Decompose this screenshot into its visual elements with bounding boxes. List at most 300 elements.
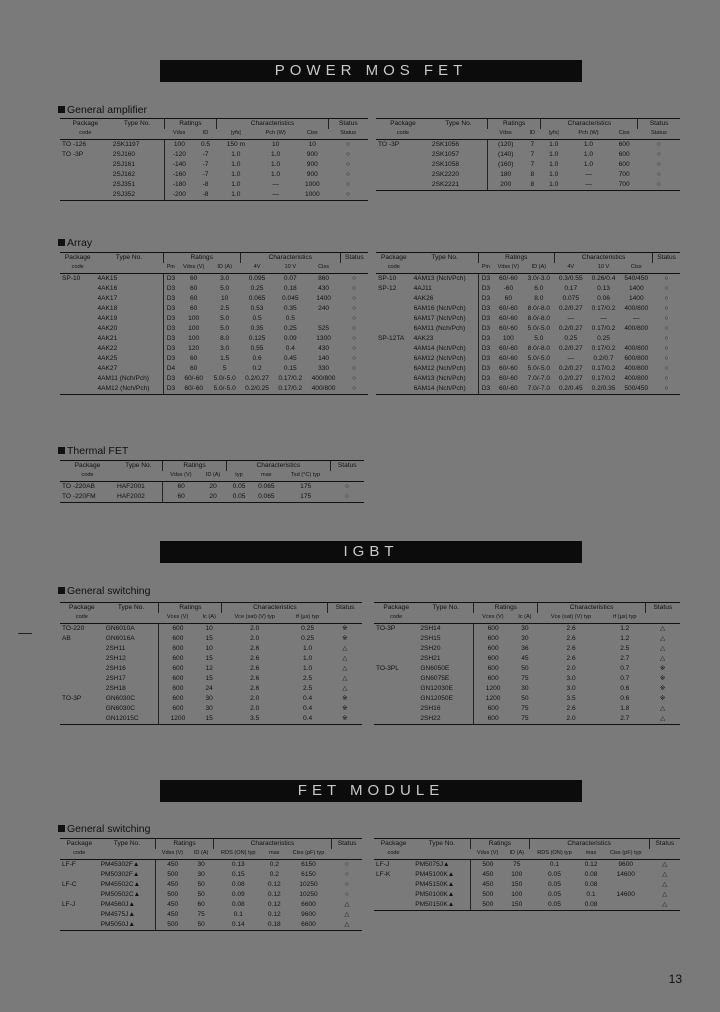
table-row	[60, 334, 368, 344]
cell-v: 500	[471, 890, 505, 900]
cell-pkg	[60, 374, 95, 384]
cell-c: 860	[307, 274, 340, 285]
table-row	[374, 880, 680, 890]
cell-v: 600	[474, 654, 512, 664]
cell-type: GN6050E	[420, 664, 450, 672]
cell-v: 60/-60	[499, 324, 518, 332]
column-header: Type No.	[413, 839, 471, 850]
table-row	[374, 870, 680, 880]
cell-max: 0.12	[580, 860, 602, 871]
table-row	[374, 860, 680, 871]
cell-r4: 0.065	[248, 294, 266, 302]
cell-c: 540/450	[620, 274, 653, 285]
cell-vs: 2.6	[566, 644, 576, 652]
column-subheader: Ciss (pF) typ	[292, 850, 325, 857]
cell-v: 180	[487, 170, 523, 180]
table-row	[60, 304, 368, 314]
cell-v: 1200	[159, 714, 196, 725]
cell-r10: 0.2/0.35	[587, 384, 620, 395]
column-subheader	[413, 849, 471, 860]
cell-pkg: AB	[62, 634, 71, 642]
column-subheader: 10 V	[284, 264, 297, 271]
cell-p: —	[585, 170, 592, 178]
column-subheader	[645, 613, 680, 624]
column-subheader: Pin	[481, 264, 490, 271]
cell-r10: 0.18	[283, 284, 297, 292]
table-row	[60, 170, 368, 180]
cell-i: 75	[197, 910, 205, 918]
cell-type: PM45100K▲	[415, 870, 455, 878]
cell-v: 60/-60	[499, 304, 518, 312]
cell-i: 5.0/-5.0	[527, 324, 551, 332]
column-header: Type No.	[412, 253, 479, 264]
cell-v: 100	[188, 324, 200, 332]
cell-c: 9600	[602, 860, 649, 871]
cell-s: △	[660, 654, 666, 662]
cell-vs: 2.6	[566, 654, 576, 662]
cell-s: ※	[328, 624, 362, 635]
cell-c: 14600	[616, 890, 635, 898]
cell-i: 12	[205, 664, 213, 672]
cell-y: 1.0	[231, 160, 241, 168]
margin-mark	[18, 633, 32, 634]
cell-type: 2SH11	[105, 644, 126, 652]
cell-tf: 0.25	[301, 634, 314, 642]
cell-pkg	[376, 384, 412, 395]
cell-i: 1.5	[220, 354, 230, 362]
cell-p: 1.0	[271, 160, 281, 168]
banner-power-mos-fet: POWER MOS FET	[160, 60, 582, 82]
cell-r10: 0.07	[274, 274, 307, 285]
cell-r4: 0.2/0.27	[558, 324, 583, 332]
cell-c: 700	[611, 180, 638, 191]
cell-typ: 0.08	[231, 880, 245, 888]
cell-tf: 1.2	[604, 624, 645, 635]
cell-s: ○	[328, 140, 368, 151]
cell-i: 30	[521, 684, 529, 692]
cell-i: 24	[205, 684, 213, 692]
cell-v: 450	[156, 910, 189, 920]
column-subheader: Ciss (pF) typ	[609, 850, 642, 857]
cell-c: 10	[296, 140, 328, 151]
cell-r10: —	[600, 314, 607, 322]
table-row	[376, 384, 680, 395]
table-row	[60, 160, 368, 170]
cell-vs: 2.0	[250, 704, 260, 712]
cell-r4: 0.53	[250, 304, 264, 312]
section-array: Array	[58, 237, 92, 249]
column-header: Ratings	[478, 253, 554, 264]
table-row	[376, 314, 680, 324]
column-subheader: max	[261, 472, 272, 479]
cell-r4: 0.3/0.55	[554, 274, 587, 285]
table-row	[374, 694, 680, 704]
cell-r10: 0.25	[283, 324, 297, 332]
cell-p: 1.0	[567, 140, 611, 151]
cell-pkg	[376, 314, 412, 324]
table-row	[60, 654, 362, 664]
cell-i: 8	[530, 170, 535, 178]
table-row	[60, 910, 362, 920]
table-row	[60, 324, 368, 334]
column-header: Package	[376, 119, 430, 130]
column-subheader	[330, 471, 364, 482]
cell-c: 525	[318, 324, 330, 332]
table-amp-right	[376, 118, 680, 191]
cell-s: ○	[328, 190, 368, 201]
cell-s: ○	[344, 880, 349, 888]
cell-s: ○	[638, 140, 680, 151]
cell-tf: 0.4	[302, 694, 313, 702]
cell-vs: 2.6	[250, 664, 260, 672]
cell-pkg: TO-3P	[62, 694, 82, 702]
cell-s: ○	[340, 384, 368, 395]
cell-c: 400/800	[624, 374, 649, 382]
cell-v: 450	[471, 880, 505, 890]
cell-v: -160	[164, 170, 194, 180]
table-row	[60, 920, 362, 931]
cell-max: 0.08	[584, 870, 598, 878]
cell-vs: 2.6	[250, 674, 260, 682]
cell-type: PM45502C▲	[100, 880, 141, 888]
cell-i: -7	[202, 160, 209, 168]
cell-type: 4AM13 (Nch/Pch)	[412, 274, 479, 285]
cell-type: 4AK25	[97, 354, 118, 362]
cell-pkg	[60, 170, 111, 180]
cell-i: 8.0/-8.0	[527, 344, 551, 352]
cell-i: 5.0/-5.0	[213, 374, 236, 382]
cell-type: 4AK20	[97, 324, 118, 332]
cell-type: PM50100K▲	[415, 890, 455, 898]
cell-v: 500	[156, 920, 189, 931]
cell-v: 60	[178, 274, 208, 285]
cell-pkg: SP-10	[376, 274, 412, 285]
column-subheader: typ	[235, 472, 243, 479]
cell-pkg	[60, 344, 95, 354]
column-subheader: Vdss (V)	[476, 850, 499, 857]
cell-s: ○	[352, 304, 357, 312]
cell-type: 2SJ351	[112, 180, 136, 188]
cell-s: ○	[332, 860, 362, 871]
cell-i: 6.0	[534, 284, 544, 292]
table-row	[374, 664, 680, 674]
table-row	[376, 150, 680, 160]
cell-r4: 0.075	[562, 294, 579, 302]
cell-type: 4AM14 (Nch/Pch)	[413, 344, 466, 352]
table-row	[60, 644, 362, 654]
cell-v: 60/-60	[499, 354, 518, 362]
cell-s: ○	[664, 344, 669, 352]
cell-s: ○	[352, 334, 357, 342]
cell-pkg	[60, 190, 111, 201]
column-subheader: Pin	[166, 264, 175, 271]
cell-r10: 0.045	[282, 294, 299, 302]
cell-r4: 0.2/0.27	[558, 364, 583, 372]
cell-v: 60/-60	[499, 344, 518, 352]
cell-max: 0.18	[263, 920, 285, 931]
cell-s: ○	[344, 870, 349, 878]
column-subheader: RDS (ON) typ	[537, 850, 572, 857]
cell-c: 400/800	[311, 374, 336, 382]
table-row	[376, 170, 680, 180]
cell-y: 1.0	[549, 170, 559, 178]
column-subheader: code	[390, 614, 403, 621]
page-number: 13	[668, 972, 682, 986]
cell-c: 400/800	[624, 304, 649, 312]
cell-type: 2SH16	[105, 664, 126, 672]
cell-type: PM5050J▲	[99, 920, 156, 931]
cell-v: 60/-60	[493, 274, 523, 285]
cell-r10: 0.09	[283, 334, 297, 342]
column-subheader: ID (A)	[217, 264, 232, 271]
cell-typ: 0.05	[548, 870, 561, 878]
cell-c: 6150	[301, 870, 316, 878]
cell-s: △	[344, 900, 350, 908]
cell-type: 2SK1056	[430, 140, 487, 151]
cell-s: ○	[352, 284, 357, 292]
cell-v: -180	[164, 180, 194, 190]
cell-s: ○	[330, 482, 364, 493]
cell-pkg	[60, 384, 95, 395]
cell-s: △	[342, 664, 348, 672]
table-row	[60, 140, 368, 151]
cell-pin: D3	[478, 334, 493, 344]
cell-i: 50	[189, 920, 213, 931]
cell-y: 1.0	[541, 180, 567, 191]
cell-pkg: TO -220FM	[60, 492, 115, 503]
column-subheader: code	[396, 130, 410, 137]
table-module-right	[374, 838, 680, 911]
column-header: Type No.	[104, 603, 159, 614]
cell-pkg	[376, 364, 412, 374]
cell-i: 36	[521, 644, 529, 652]
cell-type: 4AK18	[97, 304, 118, 312]
column-subheader	[95, 263, 163, 274]
cell-c: 6600	[301, 900, 316, 908]
cell-i: 5.0/-5.0	[527, 354, 551, 362]
cell-type: 2SJ162	[112, 170, 136, 178]
cell-c: 900	[306, 150, 318, 158]
column-subheader: Vdss (V)	[161, 850, 184, 857]
column-header: Status	[653, 253, 680, 264]
column-subheader: code	[387, 850, 400, 857]
cell-type: 6AM11 (Nch/Pch)	[413, 324, 466, 332]
cell-v: 100	[188, 314, 200, 322]
cell-pin: D3	[163, 384, 178, 395]
cell-s: ○	[664, 324, 669, 332]
cell-y: 1.0	[231, 180, 241, 188]
cell-tf: 0.4	[302, 704, 313, 712]
column-header: Status	[340, 253, 368, 264]
cell-pkg	[60, 334, 95, 344]
column-header: Type No.	[95, 253, 163, 264]
cell-i: 30	[189, 860, 213, 871]
cell-r10: 0.17/0.2	[591, 374, 616, 382]
cell-type: 2SH12	[105, 654, 126, 662]
cell-c: 6150	[285, 860, 331, 871]
cell-typ: 0.05	[548, 890, 561, 898]
cell-max: 0.065	[251, 482, 281, 493]
cell-r10: 0.13	[597, 284, 610, 292]
cell-s: ○	[344, 890, 349, 898]
column-header: Ratings	[487, 119, 541, 130]
cell-c: 700	[618, 170, 630, 178]
cell-type: PM50302F▲	[100, 870, 140, 878]
column-subheader	[412, 263, 479, 274]
cell-typ: 0.05	[227, 492, 252, 503]
cell-v: 600	[474, 704, 512, 714]
table-module-left	[60, 838, 362, 931]
cell-type: PM50150K▲	[413, 900, 471, 911]
banner-fet-module: FET MODULE	[160, 780, 582, 802]
cell-type: 6AM14 (Nch/Pch)	[412, 384, 479, 395]
cell-vs: 2.6	[566, 704, 576, 712]
cell-vs: 2.6	[566, 634, 576, 642]
table-row	[374, 674, 680, 684]
cell-r4: 0.2/0.27	[558, 374, 583, 382]
cell-pkg	[376, 344, 412, 354]
cell-i: 7	[524, 140, 541, 151]
cell-max: 0.2	[269, 870, 279, 878]
column-subheader	[99, 849, 156, 860]
cell-i: 30	[197, 870, 205, 878]
cell-c: 600	[618, 150, 630, 158]
section-general-amplifier: General amplifier	[58, 104, 147, 116]
cell-pkg: TO-3PL	[376, 664, 399, 672]
cell-vs: 2.6	[250, 644, 260, 652]
cell-p: —	[567, 180, 611, 191]
column-subheader: code	[75, 614, 88, 621]
table-amp-left	[60, 118, 368, 201]
column-header: Package	[60, 253, 95, 264]
column-subheader: Vce (sat) (V) typ	[550, 614, 592, 621]
column-subheader	[332, 849, 362, 860]
cell-c: 1000	[304, 180, 320, 188]
cell-i: 5.0	[220, 284, 230, 292]
cell-type: HAF2001	[115, 482, 162, 493]
cell-t: 175	[281, 482, 330, 493]
cell-i: 75	[504, 860, 529, 871]
cell-pkg	[376, 324, 412, 334]
cell-c: 10250	[299, 890, 318, 898]
cell-r4: 0.55	[250, 344, 264, 352]
cell-i: 30	[512, 624, 538, 635]
cell-i: 50	[521, 664, 529, 672]
cell-i: 50	[197, 880, 205, 888]
cell-v: 500	[156, 890, 189, 900]
cell-p: —	[255, 190, 296, 201]
cell-tf: 1.0	[302, 664, 313, 672]
cell-s: ○	[664, 314, 669, 322]
cell-pkg: LF-J	[62, 900, 76, 908]
table-row	[60, 880, 362, 890]
cell-i: 10	[205, 644, 213, 652]
cell-i: 150	[511, 880, 523, 888]
cell-r10: 0.25	[597, 334, 610, 342]
cell-r4: 0.25	[250, 284, 264, 292]
cell-r10: 0.17/0.2	[591, 344, 616, 352]
column-subheader: max	[585, 850, 597, 857]
column-subheader: Vdss	[172, 130, 186, 137]
cell-pkg: TO -126	[60, 140, 111, 151]
cell-v: 1200	[474, 694, 512, 704]
cell-type: 2SJ161	[112, 160, 136, 168]
cell-type: 4AM12 (Nch/Pch)	[95, 384, 163, 395]
cell-pkg: SP-12TA	[378, 334, 405, 342]
cell-y: 150 m	[217, 140, 255, 151]
cell-type: 6AM16 (Nch/Pch)	[413, 304, 466, 312]
cell-r4: —	[567, 314, 575, 322]
column-subheader: Vdss (V)	[182, 264, 205, 271]
table-row	[60, 384, 368, 395]
cell-type: 2SH18	[105, 684, 126, 692]
cell-pkg	[60, 284, 95, 294]
cell-pkg	[374, 694, 418, 704]
cell-c: 400/800	[624, 344, 649, 352]
cell-v: 100	[164, 140, 194, 151]
column-header: Ratings	[156, 839, 213, 850]
cell-c: 600/800	[624, 354, 649, 362]
cell-s: ※	[659, 674, 666, 682]
cell-v: 60	[190, 284, 198, 292]
table-row	[376, 354, 680, 364]
cell-r4: 0.2/0.27	[245, 374, 269, 382]
cell-vs: 2.6	[538, 624, 604, 635]
cell-pkg: LF-C	[62, 880, 77, 888]
cell-pkg: LF-F	[60, 860, 99, 871]
cell-r10: 0.5	[285, 314, 295, 322]
cell-pin: D3	[163, 324, 178, 334]
cell-pkg	[60, 160, 111, 170]
table-row	[60, 870, 362, 880]
table-row	[60, 664, 362, 674]
table-row	[374, 634, 680, 644]
cell-type: HAF2002	[115, 492, 162, 503]
table-row	[60, 284, 368, 294]
cell-v: 60	[162, 482, 199, 493]
cell-pkg	[60, 180, 111, 190]
cell-i: 2.5	[220, 304, 230, 312]
cell-s: ○	[346, 160, 351, 168]
cell-tf: 0.4	[287, 714, 327, 725]
cell-type: 4AK22	[97, 344, 118, 352]
cell-r10: 0.17/0.2	[274, 384, 307, 395]
cell-c: 600	[611, 140, 638, 151]
cell-c: 6600	[285, 920, 331, 931]
cell-pkg: LF-K	[376, 870, 391, 878]
cell-s: ※	[659, 684, 666, 692]
cell-v: 450	[156, 880, 189, 890]
cell-s: ○	[653, 274, 680, 285]
section-module-general-switching: General switching	[58, 823, 150, 835]
cell-v: 60/-60	[499, 364, 518, 372]
cell-pkg: TO -3P	[376, 140, 430, 151]
cell-typ: 0.1	[233, 910, 243, 918]
cell-i: 15	[205, 674, 213, 682]
cell-typ: 0.08	[231, 900, 245, 908]
cell-pkg	[374, 900, 413, 911]
cell-r10: 0.17/0.2	[278, 374, 303, 382]
cell-v: 600	[159, 704, 196, 714]
cell-v: -140	[164, 160, 194, 170]
cell-i: 30	[521, 634, 529, 642]
cell-s: ○	[352, 344, 357, 352]
cell-type: 2SJ160	[112, 150, 136, 158]
cell-vs: 2.0	[222, 624, 287, 635]
column-header: Characteristics	[529, 839, 649, 850]
cell-vs: 3.5	[566, 694, 576, 702]
column-header: Ratings	[474, 603, 538, 614]
